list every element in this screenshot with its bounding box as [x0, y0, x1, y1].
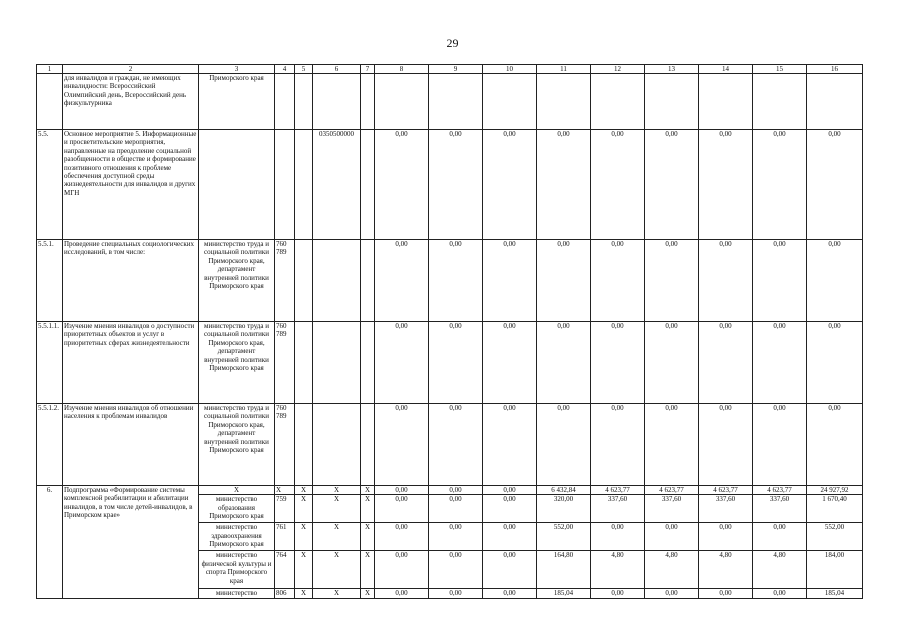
value-cell: 1 670,40: [807, 495, 863, 523]
value-cell: 184,00: [807, 551, 863, 589]
value-cell: 164,80: [537, 551, 591, 589]
value-cell: 0,00: [483, 551, 537, 589]
value-cell: 0,00: [807, 240, 863, 322]
value-cell: 0,00: [429, 495, 483, 523]
value-cell: [591, 74, 645, 130]
value-cell: 0,00: [807, 322, 863, 404]
row-vr: [361, 240, 375, 322]
value-cell: 0,00: [483, 523, 537, 551]
value-cell: 0,00: [375, 240, 429, 322]
row-executor: министерство образования Приморского края: [199, 495, 275, 523]
value-cell: [375, 74, 429, 130]
value-cell: 0,00: [375, 404, 429, 486]
value-cell: 0,00: [753, 404, 807, 486]
value-cell: 0,00: [645, 130, 699, 240]
value-cell: 6 432,84: [537, 486, 591, 495]
row-name: Проведение специальных социологических исследований, в том числе:: [63, 240, 199, 322]
table-row: [37, 322, 863, 404]
header-cell: 4: [275, 65, 295, 74]
value-cell: 0,00: [375, 322, 429, 404]
value-cell: 0,00: [537, 404, 591, 486]
value-cell: 0,00: [591, 523, 645, 551]
row-vr: [361, 404, 375, 486]
value-cell: 0,00: [537, 130, 591, 240]
row-grbs: 764: [275, 551, 295, 589]
header-cell: 11: [537, 65, 591, 74]
row-csr: Х: [313, 486, 361, 495]
value-cell: 24 927,92: [807, 486, 863, 495]
header-cell: 5: [295, 65, 313, 74]
table-row: [37, 486, 863, 495]
value-cell: 0,00: [645, 240, 699, 322]
value-cell: 337,60: [699, 495, 753, 523]
value-cell: 0,00: [645, 589, 699, 599]
row-rz: [295, 74, 313, 130]
value-cell: 0,00: [591, 404, 645, 486]
value-cell: 0,00: [753, 130, 807, 240]
value-cell: 4 623,77: [699, 486, 753, 495]
value-cell: 0,00: [483, 589, 537, 599]
row-number: 5.5.: [37, 130, 63, 240]
row-number: 5.5.1.2.: [37, 404, 63, 486]
row-vr: Х: [361, 486, 375, 495]
row-grbs: Х: [275, 486, 295, 495]
row-csr: [313, 240, 361, 322]
value-cell: 0,00: [537, 240, 591, 322]
value-cell: 4 623,77: [591, 486, 645, 495]
value-cell: 0,00: [699, 322, 753, 404]
value-cell: 0,00: [645, 523, 699, 551]
value-cell: 0,00: [483, 240, 537, 322]
header-cell: 1: [37, 65, 63, 74]
value-cell: [699, 74, 753, 130]
value-cell: [807, 74, 863, 130]
value-cell: 0,00: [807, 130, 863, 240]
row-csr: Х: [313, 523, 361, 551]
header-cell: 3: [199, 65, 275, 74]
row-grbs: [275, 130, 295, 240]
header-cell: 16: [807, 65, 863, 74]
row-name: Подпрограмма «Формирование системы комплексной реабилитации и абилитации инвалидов, в том числе детей-инвалидов, в Приморском крае»: [63, 486, 199, 599]
row-rz: [295, 322, 313, 404]
value-cell: 0,00: [699, 130, 753, 240]
value-cell: 0,00: [537, 322, 591, 404]
row-executor: министерство: [199, 589, 275, 599]
row-rz: Х: [295, 495, 313, 523]
value-cell: 185,04: [537, 589, 591, 599]
value-cell: [645, 74, 699, 130]
row-grbs: 760 789: [275, 404, 295, 486]
row-csr: [313, 404, 361, 486]
budget-table: [36, 64, 863, 599]
row-vr: Х: [361, 495, 375, 523]
value-cell: 552,00: [807, 523, 863, 551]
row-vr: [361, 74, 375, 130]
value-cell: [429, 74, 483, 130]
value-cell: 0,00: [753, 322, 807, 404]
value-cell: 337,60: [645, 495, 699, 523]
header-cell: 15: [753, 65, 807, 74]
row-executor: Приморского края: [199, 74, 275, 130]
value-cell: 185,04: [807, 589, 863, 599]
row-rz: [295, 130, 313, 240]
value-cell: 4,80: [645, 551, 699, 589]
value-cell: 337,60: [753, 495, 807, 523]
value-cell: 0,00: [375, 130, 429, 240]
row-number: 6.: [37, 486, 63, 599]
value-cell: 0,00: [483, 404, 537, 486]
value-cell: [483, 74, 537, 130]
value-cell: 0,00: [483, 130, 537, 240]
value-cell: 0,00: [375, 589, 429, 599]
row-number: 5.5.1.: [37, 240, 63, 322]
row-vr: [361, 130, 375, 240]
row-csr: Х: [313, 589, 361, 599]
value-cell: 0,00: [807, 404, 863, 486]
value-cell: 0,00: [753, 589, 807, 599]
row-rz: Х: [295, 551, 313, 589]
row-executor: [199, 130, 275, 240]
row-number: 5.5.1.1.: [37, 322, 63, 404]
row-name: для инвалидов и граждан, не имеющих инвалидности: Всероссийский Олимпийский день, Всероссийский день физкультурника: [63, 74, 199, 130]
row-vr: Х: [361, 523, 375, 551]
value-cell: 0,00: [699, 589, 753, 599]
row-vr: [361, 322, 375, 404]
value-cell: 0,00: [375, 495, 429, 523]
row-vr: Х: [361, 551, 375, 589]
row-executor: министерство физической культуры и спорта Приморского края: [199, 551, 275, 589]
value-cell: 0,00: [591, 240, 645, 322]
value-cell: 0,00: [429, 322, 483, 404]
value-cell: 0,00: [375, 486, 429, 495]
value-cell: 0,00: [699, 523, 753, 551]
table-row: [37, 130, 863, 240]
value-cell: 320,00: [537, 495, 591, 523]
row-grbs: [275, 74, 295, 130]
header-cell: 7: [361, 65, 375, 74]
row-grbs: 759: [275, 495, 295, 523]
page-number: 29: [446, 36, 459, 50]
value-cell: 0,00: [753, 240, 807, 322]
row-executor: министерство труда и социальной политики Приморского края, департамент внутренней политики Приморского края: [199, 322, 275, 404]
header-cell: 8: [375, 65, 429, 74]
row-csr: Х: [313, 495, 361, 523]
row-grbs: 806: [275, 589, 295, 599]
header-cell: 9: [429, 65, 483, 74]
row-rz: Х: [295, 486, 313, 495]
value-cell: [537, 74, 591, 130]
value-cell: 0,00: [429, 240, 483, 322]
value-cell: 0,00: [753, 523, 807, 551]
value-cell: 0,00: [429, 130, 483, 240]
row-rz: [295, 240, 313, 322]
row-csr: Х: [313, 551, 361, 589]
row-name: Изучение мнения инвалидов об отношении населения к проблемам инвалидов: [63, 404, 199, 486]
value-cell: 0,00: [429, 589, 483, 599]
header-cell: 14: [699, 65, 753, 74]
header-cell: 12: [591, 65, 645, 74]
value-cell: 4 623,77: [753, 486, 807, 495]
row-csr: [313, 74, 361, 130]
value-cell: 0,00: [429, 523, 483, 551]
value-cell: 4 623,77: [645, 486, 699, 495]
value-cell: 0,00: [375, 551, 429, 589]
value-cell: 0,00: [429, 486, 483, 495]
table-row: [37, 404, 863, 486]
row-name: Основное мероприятие 5. Информационные и просветительские мероприятия, направленные на преодоление социальной разобщенности в обществе и формирование позитивного отношения к проблеме обеспечения доступной среды жизнедеятельности для инвалидов и других МГН: [63, 130, 199, 240]
row-name: Изучение мнения инвалидов о доступности приоритетных объектов и услуг в приоритетных сферах жизнедеятельности: [63, 322, 199, 404]
header-cell: 2: [63, 65, 199, 74]
row-csr: [313, 322, 361, 404]
value-cell: 0,00: [429, 404, 483, 486]
value-cell: 4,80: [591, 551, 645, 589]
value-cell: 0,00: [429, 551, 483, 589]
table-row: [37, 240, 863, 322]
row-vr: Х: [361, 589, 375, 599]
value-cell: 0,00: [699, 240, 753, 322]
row-executor: министерство труда и социальной политики Приморского края, департамент внутренней политики Приморского края: [199, 240, 275, 322]
value-cell: 0,00: [375, 523, 429, 551]
header-cell: 13: [645, 65, 699, 74]
row-executor: министерство труда и социальной политики Приморского края, департамент внутренней политики Приморского края: [199, 404, 275, 486]
header-cell: 10: [483, 65, 537, 74]
value-cell: 0,00: [645, 404, 699, 486]
value-cell: 0,00: [645, 322, 699, 404]
row-number: [37, 74, 63, 130]
value-cell: 0,00: [591, 322, 645, 404]
value-cell: 552,00: [537, 523, 591, 551]
value-cell: 0,00: [483, 322, 537, 404]
row-grbs: 761: [275, 523, 295, 551]
table-row: [37, 74, 863, 130]
value-cell: 0,00: [591, 130, 645, 240]
header-cell: 6: [313, 65, 361, 74]
row-rz: Х: [295, 589, 313, 599]
value-cell: 4,80: [753, 551, 807, 589]
value-cell: [753, 74, 807, 130]
header-row: [37, 65, 863, 74]
value-cell: 337,60: [591, 495, 645, 523]
value-cell: 0,00: [591, 589, 645, 599]
row-csr: 0350500000: [313, 130, 361, 240]
value-cell: 0,00: [483, 486, 537, 495]
row-executor: Х: [199, 486, 275, 495]
value-cell: 0,00: [483, 495, 537, 523]
row-rz: [295, 404, 313, 486]
row-rz: Х: [295, 523, 313, 551]
row-executor: министерство здравоохранения Приморского края: [199, 523, 275, 551]
row-grbs: 760 789: [275, 240, 295, 322]
value-cell: 4,80: [699, 551, 753, 589]
row-grbs: 760 789: [275, 322, 295, 404]
value-cell: 0,00: [699, 404, 753, 486]
